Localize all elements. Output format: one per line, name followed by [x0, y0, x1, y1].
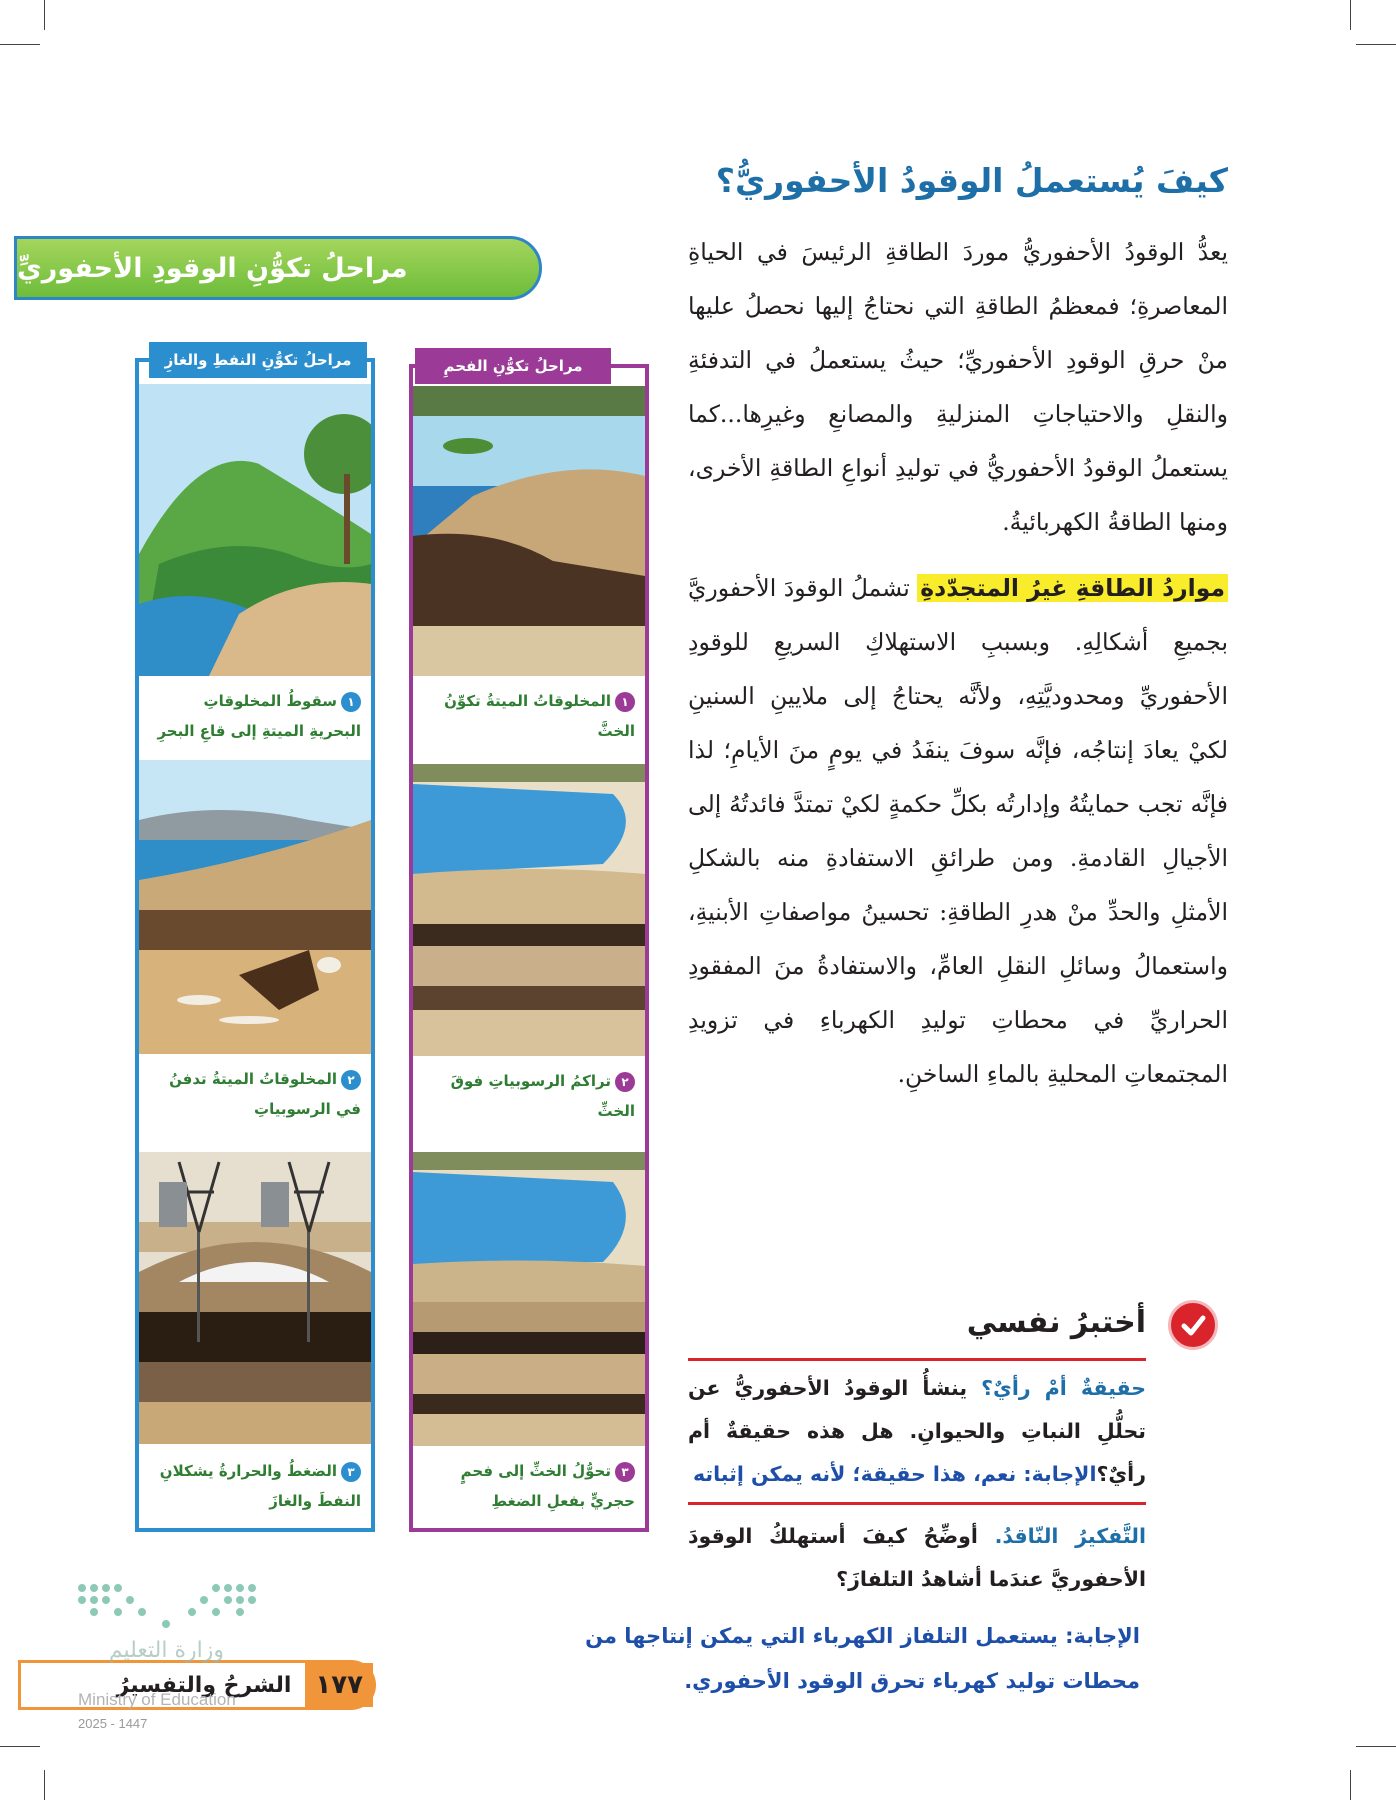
stage-number: ١	[615, 692, 635, 712]
crop-mark	[1356, 1746, 1396, 1747]
stage-number: ٣	[615, 1462, 635, 1482]
fact-or-opinion-question	[688, 1361, 1146, 1496]
critical-thinking-question	[688, 1511, 1146, 1601]
coal-stage-1-caption	[413, 680, 645, 760]
coal-stage-2-caption	[413, 1060, 645, 1140]
coal-stage-1-text: المخلوقاتُ الميتةُ تكوِّنُ الخثَّ	[444, 692, 635, 740]
oil-stage-1-text: سقوطُ المخلوقاتِ البحريةِ الميتةِ إلى قاعِ البحرِ	[157, 692, 361, 740]
page-number: ١٧٧	[305, 1663, 373, 1707]
coal-stage-2-illustration	[413, 764, 645, 1056]
oil-stage-1-caption	[139, 680, 371, 756]
crop-mark	[1356, 44, 1396, 45]
crop-mark	[44, 0, 45, 30]
oil-stage-2-caption	[139, 1058, 371, 1138]
self-test-header	[688, 1292, 1146, 1352]
stage-number: ١	[341, 692, 361, 712]
oil-stage-3-caption	[139, 1450, 371, 1532]
checkmark-icon	[1168, 1300, 1218, 1350]
coal-stage-2-text: تراكمُ الرسوبياتِ فوقَ الخثِّ	[450, 1072, 635, 1120]
ministry-logo-icon	[72, 1578, 262, 1638]
crop-mark	[44, 1770, 45, 1800]
coal-stage-3-illustration	[413, 1152, 645, 1446]
oil-stage-3-illustration	[139, 1152, 371, 1444]
divider	[688, 1502, 1146, 1505]
critical-thinking-answer: الإجابة: يستعمل التلفاز الكهرباء التي يمكن إنتاجها من محطات توليد كهرباء تحرق الوقود الأحفوري.	[585, 1624, 1140, 1693]
crop-mark	[1350, 1770, 1351, 1800]
diagram-banner-title: مراحلُ تكوُّنِ الوقودِ الأحفوريِّ	[17, 252, 408, 284]
coal-stage-3-caption	[413, 1450, 645, 1532]
edition-year: 2025 - 1447	[78, 1716, 148, 1731]
oil-stage-2-illustration	[139, 760, 371, 1054]
stage-number: ٢	[341, 1070, 361, 1090]
coal-column	[409, 357, 649, 1532]
self-test-title: أختبرُ نفسي	[966, 1304, 1146, 1340]
highlighted-term: مواردُ الطاقةِ غيرُ المتجدّدةِ	[917, 574, 1228, 602]
section-title: كيفَ يُستعملُ الوقودُ الأحفوريُّ؟	[715, 161, 1228, 200]
paragraph-non-renewable-text: تشملُ الوقودَ الأحفوريَّ بجميعِ أشكالِهِ. وبسببِ الاستهلاكِ السريعِ للوقودِ الأحفوريِّ ومحدوديَّتِهِ، ولأنَّه يحتاجُ إلى ملايينِ السنينِ لكيْ يعادَ إنتاجُه، فإنَّه سوفَ ينفَدُ في يومٍ منَ الأيامِ؛ لذا فإنَّه تجب حمايتُهُ وإدارتُه بكلِّ حكمةٍ لكيْ تمتدَّ فائدتُهُ إلى الأجيالِ القادمةِ. ومن طرائقِ الاستفادةِ منه بالشكلِ الأمثلِ والحدِّ منْ هدرِ الطاقةِ: تحسينُ مواصفاتِ الأبنيةِ، واستعمالُ وسائلِ النقلِ العامِّ، والاستفادةُ منَ المفقودِ الحراريِّ في محطاتِ توليدِ الكهرباءِ في تزويدِ المجتمعاتِ المحليةِ بالماءِ الساخنِ.	[688, 573, 1228, 1088]
coal-column-title: مراحلُ تكوُّنِ الفحمِ	[415, 348, 611, 384]
main-text-column	[688, 160, 1228, 1101]
fact-or-opinion-label: حقيقةٌ أمْ رأيٌ؟	[981, 1376, 1146, 1400]
paragraph-fossil-fuel-use: يعدُّ الوقودُ الأحفوريُّ موردَ الطاقةِ الرئيسَ في الحياةِ المعاصرةِ؛ فمعظمُ الطاقةِ التي نحتاجُ إليها نحصلُ عليها منْ حرقِ الوقودِ الأحفوريِّ؛ حيثُ يستعملُ في التدفئةِ والنقلِ والاحتياجاتِ المنزليةِ والمصانعِ وغيرِها...كما يستعملُ الوقودُ الأحفوريُّ في توليدِ أنواعِ الطاقةِ الأخرى، ومنها الطاقةُ الكهربائيةُ.	[688, 237, 1228, 536]
coal-stage-1-illustration	[413, 386, 645, 676]
crop-mark	[0, 1746, 40, 1747]
critical-question-text: أوضِّحُ كيفَ أستهلكُ الوقودَ الأحفوريَّ عندَما أشاهدُ التلفازَ؟	[688, 1524, 1146, 1591]
oil-gas-column	[135, 351, 375, 1532]
ministry-name-en: Ministry of Education	[78, 1690, 236, 1709]
oil-stage-2-text: المخلوقاتُ الميتةُ تدفنُ في الرسوبياتِ	[169, 1070, 361, 1118]
crop-mark	[0, 44, 40, 45]
stage-number: ٢	[615, 1072, 635, 1092]
oil-gas-column-title: مراحلُ تكوُّنِ النفطِ والغازِ	[149, 342, 367, 378]
fact-answer: الإجابة: نعم، هذا حقيقة؛ لأنه يمكن إثباته	[692, 1462, 1097, 1486]
ministry-name-ar: وزارة التعليم	[108, 1638, 224, 1663]
footer-section-label: الشرحُ والتفسيرُ	[116, 1672, 292, 1698]
coal-stage-3-text: تحوُّلُ الخثِّ إلى فحمٍ حجريٍّ بفعلِ الضغطِ	[460, 1462, 635, 1510]
stage-number: ٣	[341, 1462, 361, 1482]
paragraph-non-renewable	[688, 561, 1228, 1101]
oil-stage-1-illustration	[139, 384, 371, 676]
diagram-banner	[14, 236, 542, 300]
crop-mark	[1350, 0, 1351, 30]
self-test-box	[688, 1292, 1146, 1601]
critical-thinking-label: التَّفكيرُ النّاقدُ.	[994, 1524, 1146, 1548]
oil-stage-3-text: الضغطُ والحرارةُ يشكلانِ النفطَ والغازَ	[159, 1462, 361, 1510]
fact-question-text: ينشأُ الوقودُ الأحفوريُّ عن تحلُّلِ النباتِ والحيوانِ. هل هذه حقيقةٌ أم رأيٌ؟	[688, 1376, 1146, 1486]
